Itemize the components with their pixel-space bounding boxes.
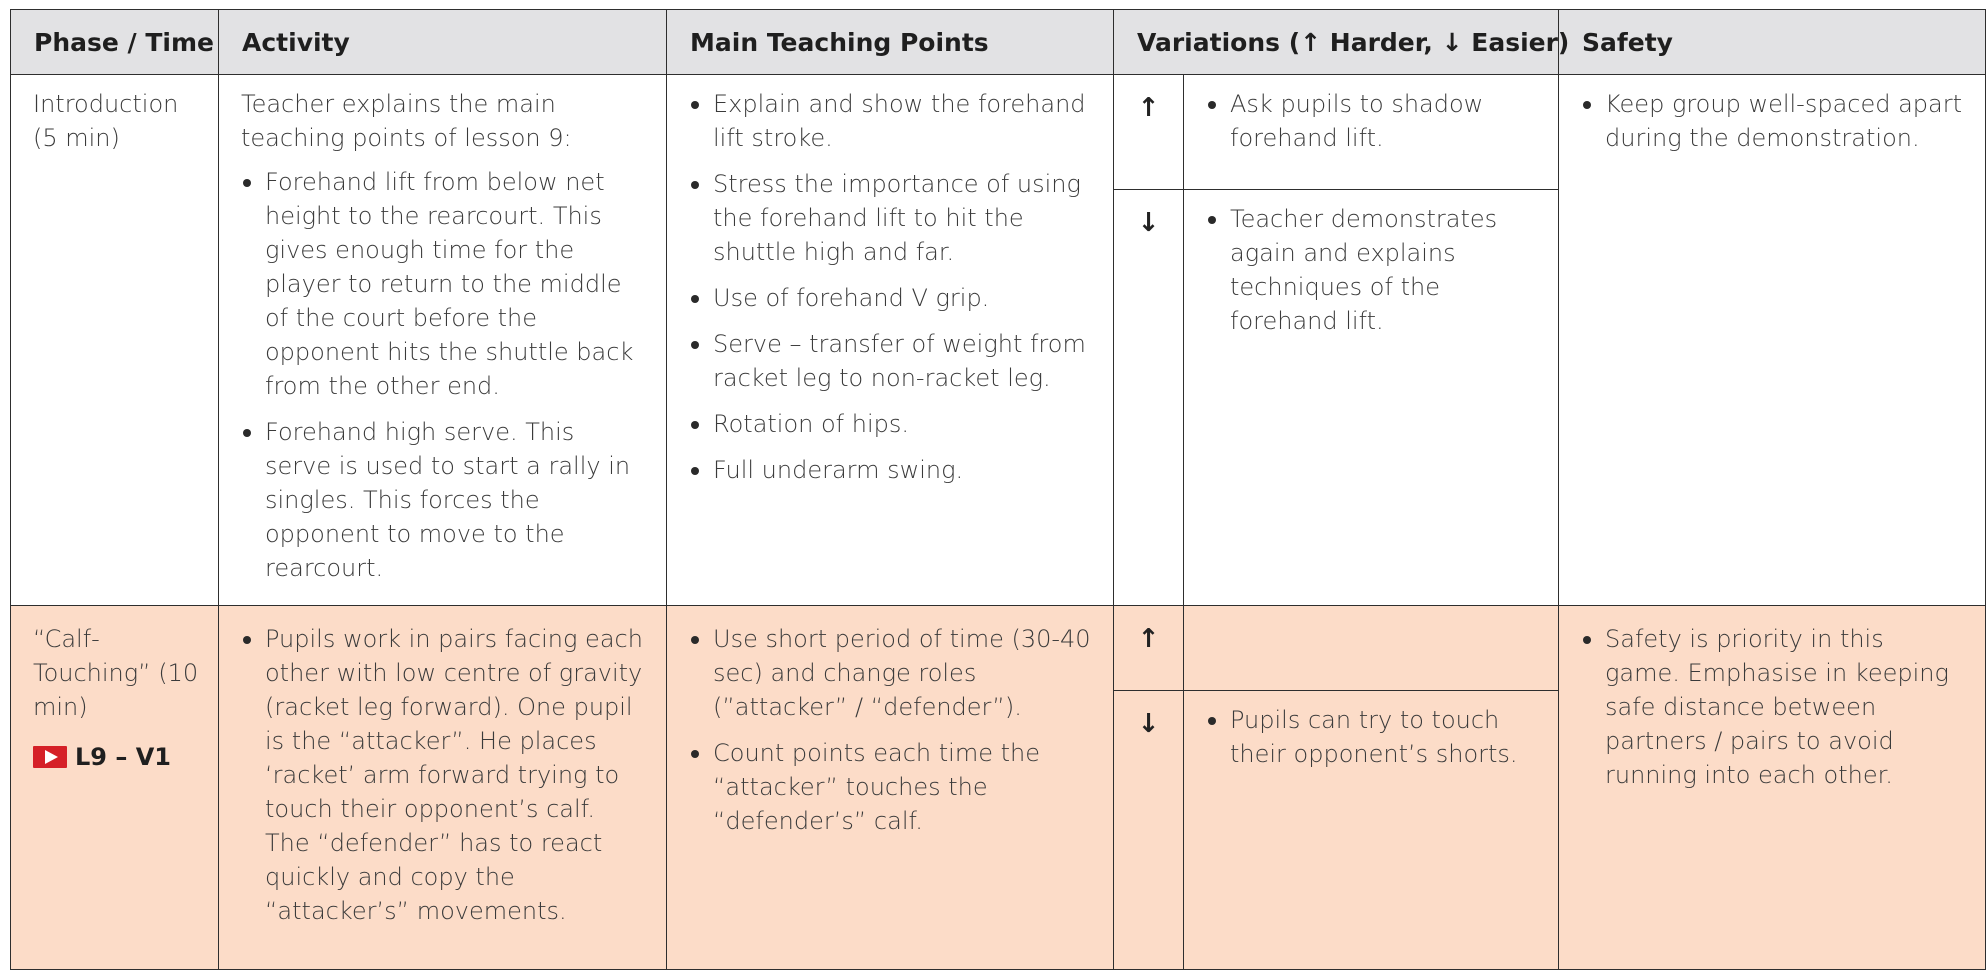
easier-variation-cell [1184, 190, 1559, 606]
header-variations: Variations (↑ Harder, ↓ Easier) [1114, 10, 1559, 75]
list-item: Forehand lift from below net height to the rearcourt. This gives enough time for the player to return to the middle of the court before the opponent hits the shuttle back from the other end. [241, 165, 644, 403]
list-item: Ask pupils to shadow forehand lift. [1206, 87, 1536, 155]
play-icon[interactable] [33, 746, 67, 768]
video-label[interactable]: L9 – V1 [75, 743, 171, 771]
main-points-list [689, 622, 1091, 838]
phase-cell [11, 606, 219, 970]
main-points-cell [667, 75, 1114, 606]
header-activity: Activity [219, 10, 667, 75]
harder-arrow-icon: ↑ [1114, 606, 1184, 691]
video-link[interactable] [33, 740, 200, 774]
activity-intro: Teacher explains the main teaching points of lesson 9: [241, 90, 572, 152]
list-item: Safety is priority in this game. Emphasise in keeping safe distance between partners / pairs to avoid running into each other. [1581, 622, 1963, 792]
activity-list [241, 622, 644, 928]
easier-list [1206, 202, 1536, 338]
activity-cell [219, 606, 667, 970]
harder-variation-cell [1184, 606, 1559, 691]
header-main-points: Main Teaching Points [667, 10, 1114, 75]
safety-cell [1559, 75, 1986, 606]
harder-variation-cell [1184, 75, 1559, 190]
list-item: Use of forehand V grip. [689, 281, 1091, 315]
harder-list [1206, 87, 1536, 155]
activity-list [241, 165, 644, 585]
activity-cell [219, 75, 667, 606]
list-item: Keep group well-spaced apart during the demonstration. [1581, 87, 1963, 155]
list-item: Rotation of hips. [689, 407, 1091, 441]
list-item: Count points each time the “attacker” touches the “defender’s” calf. [689, 736, 1091, 838]
list-item: Use short period of time (30-40 sec) and change roles (”attacker” / “defender”). [689, 622, 1091, 724]
easier-list [1206, 703, 1536, 771]
lesson-plan-table [10, 9, 1986, 970]
safety-list [1581, 622, 1963, 792]
table-row-introduction [11, 75, 1986, 190]
safety-list [1581, 87, 1963, 155]
list-item: Pupils can try to touch their opponent’s shorts. [1206, 703, 1536, 771]
header-safety: Safety [1559, 10, 1986, 75]
header-phase: Phase / Time [11, 10, 219, 75]
phase-label: “Calf-Touching” (10 min) [33, 625, 199, 721]
main-points-cell [667, 606, 1114, 970]
list-item: Teacher demonstrates again and explains techniques of the forehand lift. [1206, 202, 1536, 338]
list-item: Pupils work in pairs facing each other with low centre of gravity (racket leg forward). One pupil is the “attacker”. He places ‘racket’ arm forward trying to touch their opponent’s calf. The “defender” has to react quickly and copy the “attacker’s” movements. [241, 622, 644, 928]
easier-arrow-icon: ↓ [1114, 691, 1184, 970]
list-item: Forehand high serve. This serve is used to start a rally in singles. This forces the opponent to move to the rearcourt. [241, 415, 644, 585]
list-item: Stress the importance of using the forehand lift to hit the shuttle high and far. [689, 167, 1091, 269]
list-item: Explain and show the forehand lift stroke. [689, 87, 1091, 155]
harder-arrow-icon: ↑ [1114, 75, 1184, 190]
phase-label: Introduction (5 min) [33, 90, 179, 152]
phase-cell [11, 75, 219, 606]
table-row-calf-touching [11, 606, 1986, 691]
list-item: Serve – transfer of weight from racket leg to non-racket leg. [689, 327, 1091, 395]
easier-arrow-icon: ↓ [1114, 190, 1184, 606]
list-item: Full underarm swing. [689, 453, 1091, 487]
easier-variation-cell [1184, 691, 1559, 970]
main-points-list [689, 87, 1091, 487]
header-row [11, 10, 1986, 75]
safety-cell [1559, 606, 1986, 970]
